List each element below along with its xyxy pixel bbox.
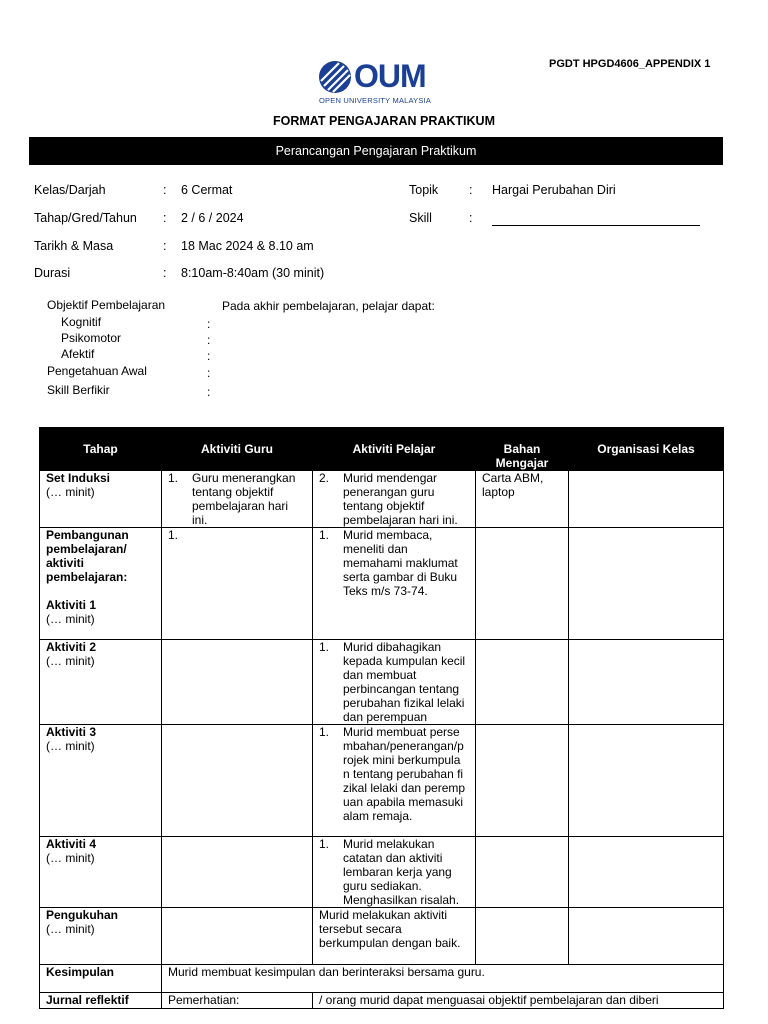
colon: :: [469, 183, 473, 197]
table-row: [40, 837, 724, 908]
topik-value: Hargai Perubahan Diri: [492, 183, 616, 197]
header-tahap: Tahap: [40, 428, 162, 471]
header-aktiviti-guru: Aktiviti Guru: [162, 428, 313, 471]
minit-placeholder: (… minit): [46, 654, 95, 668]
minit-placeholder: (… minit): [46, 922, 95, 936]
organisasi-kelas-cell: [569, 471, 724, 528]
table-row: [40, 965, 724, 993]
kesimpulan-text: Murid membuat kesimpulan dan berinteraksi bersama guru.: [162, 965, 724, 993]
aktiviti-pelajar-text: Murid dibahagikan kepada kumpulan kecil dan membuat perbincangan tentang perubahan fizikal lelaki dan perempuan: [343, 640, 466, 724]
minit-placeholder: (… minit): [46, 739, 95, 753]
list-number: 1.: [319, 725, 330, 739]
aktiviti-pelajar-text: Murid melakukan aktiviti tersebut secara berkumpulan dengan baik.: [313, 908, 476, 965]
objektif-intro: Pada akhir pembelajaran, pelajar dapat:: [222, 299, 435, 313]
tahap-label: Tahap/Gred/Tahun: [34, 211, 137, 225]
bahan-mengajar-text: Carta ABM, laptop: [476, 471, 569, 528]
organisasi-kelas-cell: [569, 725, 724, 837]
list-number: 1.: [168, 528, 179, 542]
jurnal-text: / orang murid dapat menguasai objektif pembelajaran dan diberi: [313, 993, 724, 1009]
minit-placeholder: (… minit): [46, 612, 95, 626]
tarikh-value: 18 Mac 2024 & 8.10 am: [181, 239, 314, 253]
colon: :: [207, 366, 211, 380]
minit-placeholder: (… minit): [46, 851, 95, 865]
table-row: [40, 528, 724, 640]
table-row: [40, 908, 724, 965]
table-row: [40, 993, 724, 1009]
afektif-label: Afektif: [61, 347, 95, 361]
pengetahuan-label: Pengetahuan Awal: [47, 364, 147, 378]
oum-logo: [318, 60, 458, 110]
tahap-kesimpulan: Kesimpulan: [40, 965, 162, 993]
aktiviti-pelajar-text: Murid membuat persembahan/penerangan/projek mini berkumpulan tentang perubahan fizikal lelaki dan perempuan apabila memasuki alam remaja.: [343, 725, 466, 823]
aktiviti-guru-cell: [162, 725, 313, 837]
aktiviti-pelajar-text: Murid membaca, meneliti dan memahami maklumat serta gambar di Buku Teks m/s 73-74.: [343, 528, 458, 598]
table-row: [40, 725, 724, 837]
organisasi-kelas-cell: [569, 908, 724, 965]
tahap-value: 2 / 6 / 2024: [181, 211, 244, 225]
aktiviti-guru-cell: [162, 640, 313, 725]
tarikh-label: Tarikh & Masa: [34, 239, 114, 253]
organisasi-kelas-cell: [569, 528, 724, 640]
header-aktiviti-pelajar: Aktiviti Pelajar: [313, 428, 476, 471]
header-organisasi-kelas: Organisasi Kelas: [569, 428, 724, 471]
tahap-set-induksi: Set Induksi: [46, 471, 111, 485]
minit-placeholder: (… minit): [46, 485, 95, 499]
bahan-mengajar-cell: [476, 528, 569, 640]
header-bahan-mengajar: Bahan Mengajar: [476, 428, 569, 471]
aktiviti-pelajar-text: Murid melakukan catatan dan aktiviti lembaran kerja yang guru sediakan. Menghasilkan risalah.: [343, 837, 460, 907]
organisasi-kelas-cell: [569, 837, 724, 908]
page-title: FORMAT PENGAJARAN PRAKTIKUM: [273, 114, 495, 128]
bahan-mengajar-cell: [476, 640, 569, 725]
aktiviti-guru-cell: [162, 908, 313, 965]
colon: :: [163, 211, 167, 225]
colon: :: [207, 333, 211, 347]
skill-berfikir-label: Skill Berfikir: [47, 383, 110, 397]
list-number: 1.: [168, 471, 179, 485]
colon: :: [207, 317, 211, 331]
list-number: 1.: [319, 837, 330, 851]
document-code: PGDT HPGD4606_APPENDIX 1: [549, 58, 711, 70]
colon: :: [207, 385, 211, 399]
logo-subtitle: OPEN UNIVERSITY MALAYSIA: [319, 96, 432, 105]
topik-label: Topik: [409, 183, 439, 197]
colon: :: [469, 211, 473, 225]
kelas-value: 6 Cermat: [181, 183, 233, 197]
bahan-mengajar-cell: [476, 725, 569, 837]
colon: :: [163, 183, 167, 197]
organisasi-kelas-cell: [569, 640, 724, 725]
tahap-aktiviti-1: Aktiviti 1: [46, 598, 97, 612]
tahap-jurnal-reflektif: Jurnal reflektif: [40, 993, 162, 1009]
list-number: 1.: [319, 640, 330, 654]
tahap-aktiviti-4: Aktiviti 4: [46, 837, 97, 851]
tahap-aktiviti-3: Aktiviti 3: [46, 725, 97, 739]
skill-blank-line[interactable]: [492, 225, 700, 226]
list-number: 2.: [319, 471, 330, 485]
bahan-mengajar-cell: [476, 908, 569, 965]
colon: :: [163, 239, 167, 253]
section-banner: Perancangan Pengajaran Praktikum: [29, 137, 723, 165]
table-header-row: [40, 428, 724, 471]
aktiviti-pelajar-text: Murid mendengar penerangan guru tentang objektif pembelajaran hari ini.: [343, 471, 458, 527]
durasi-value: 8:10am-8:40am (30 minit): [181, 266, 325, 280]
skill-label: Skill: [409, 211, 432, 225]
colon: :: [207, 349, 211, 363]
kognitif-label: Kognitif: [61, 315, 102, 329]
bahan-mengajar-cell: [476, 837, 569, 908]
tahap-pengukuhan: Pengukuhan: [46, 908, 119, 922]
aktiviti-guru-text: Guru menerangkan tentang objektif pembelajaran hari ini.: [192, 471, 296, 527]
psikomotor-label: Psikomotor: [61, 331, 122, 345]
list-number: 1.: [319, 528, 330, 542]
table-row: [40, 471, 724, 528]
tahap-aktiviti-2: Aktiviti 2: [46, 640, 97, 654]
table-row: [40, 640, 724, 725]
colon: :: [163, 266, 167, 280]
kelas-label: Kelas/Darjah: [34, 183, 106, 197]
pemerhatian-label: Pemerhatian:: [162, 993, 313, 1009]
tahap-pembangunan: Pembangunan pembelajaran/ aktiviti pembelajaran:: [46, 528, 129, 584]
objektif-heading: Objektif Pembelajaran: [47, 298, 166, 312]
logo-wordmark: OUM: [354, 58, 426, 94]
globe-icon: [318, 60, 352, 94]
aktiviti-guru-cell: [162, 837, 313, 908]
durasi-label: Durasi: [34, 266, 71, 280]
lesson-plan-table: [39, 427, 724, 1009]
